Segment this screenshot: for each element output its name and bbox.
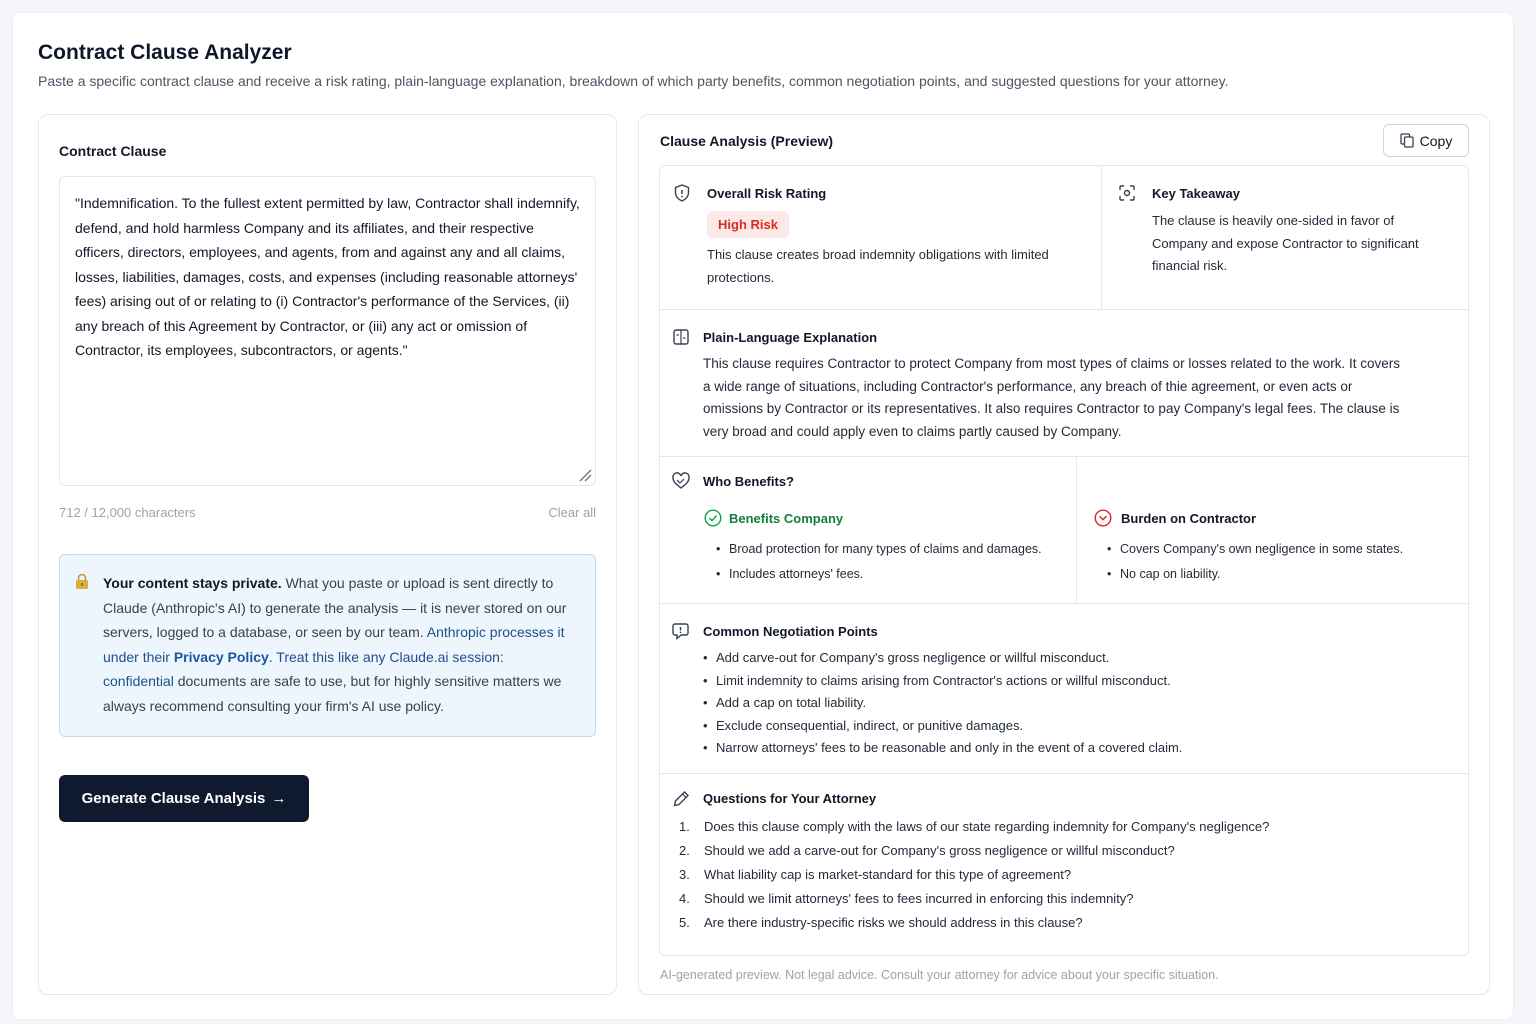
clause-label: Contract Clause <box>59 143 167 159</box>
list-item: 1. Does this clause comply with the laws of our state regarding indemnity for Company's negligence? <box>679 819 1270 834</box>
heart-handshake-icon <box>671 471 691 491</box>
list-item: 3. What liability cap is market-standard for this type of agreement? <box>679 867 1072 882</box>
document-icon <box>671 327 691 347</box>
risk-rating-title: Overall Risk Rating <box>707 186 827 201</box>
risk-description: This clause creates broad indemnity obligations with limited protections. <box>707 247 1049 285</box>
privacy-policy-link[interactable]: Privacy Policy <box>173 648 269 665</box>
generate-button-label: Generate Clause Analysis <box>81 790 266 807</box>
privacy-notice <box>59 554 596 737</box>
key-takeaway-text: The clause is heavily one-sided in favor of Company and expose Contractor to significant financial risk. <box>1152 213 1419 273</box>
benefits-company-list <box>716 537 1076 587</box>
list-item: • Limit indemnity to claims arising from Contractor's actions or willful misconduct. <box>703 670 1443 693</box>
disclaimer: AI-generated preview. Not legal advice. Consult your attorney for advice about your specific situation. <box>660 968 1219 982</box>
page-title: Contract Clause Analyzer <box>38 41 292 64</box>
burden-contractor-list <box>1107 537 1457 587</box>
risk-takeaway-section <box>660 166 1468 310</box>
list-item: • Add carve-out for Company's gross negligence or willful misconduct. <box>703 647 1443 670</box>
analysis-sections <box>659 165 1469 956</box>
privacy-text-2: Anthropic processes it under their <box>103 624 565 665</box>
plain-language-title: Plain-Language Explanation <box>703 330 878 345</box>
plain-language-text: This clause requires Contractor to protect Company from most types of claims or losses related to the work. It covers a wide range of situations, including Contractor's performance, any breach of thie agreement, or even acts or omissions by Contractor or its representatives. It also requires Contractor to pay Company's legal fees. The clause is very broad and could apply even to claims partly caused by Company. <box>703 356 1401 439</box>
generate-analysis-button[interactable] <box>59 775 309 822</box>
lock-icon <box>75 573 89 590</box>
clause-text: "Indemnification. To the fullest extent permitted by law, Contractor shall indemnify, defend, and hold harmless Company and its affiliates, and their respective officers, directors, employees, and agents, from and against any and all claims, losses, liabilities, damages, costs, and expenses (including reasonable attorneys' fees) arising out of or relating to (i) Contractor's performance of the Services, (ii) any breach of this Agreement by Contractor, or (iii) any act or omission of Contractor, its employees, subcontractors, or agents." <box>75 195 580 358</box>
burden-contractor-title: Burden on Contractor <box>1121 511 1257 526</box>
character-count: 712 / 12,000 characters <box>59 505 196 520</box>
list-item: 4. Should we limit attorneys' fees to fees incurred in enforcing this indemnity? <box>679 891 1134 906</box>
privacy-text-4: confidential <box>103 673 174 689</box>
list-item: • Includes attorneys' fees. <box>716 562 1076 587</box>
analysis-title: Clause Analysis (Preview) <box>660 133 834 149</box>
list-item: • Add a cap on total liability. <box>703 692 1443 715</box>
clause-textarea[interactable] <box>59 176 596 486</box>
key-takeaway-title: Key Takeaway <box>1152 186 1240 201</box>
privacy-text-1: What you paste or upload is sent directly to Claude (Anthropic's AI) to generate the analysis — it is never stored on our servers, logged to a database, or seen by our team. <box>103 575 567 640</box>
shield-icon <box>672 183 692 203</box>
list-item: • Narrow attorneys' fees to be reasonable and only in the event of a covered claim. <box>703 737 1443 760</box>
questions-title: Questions for Your Attorney <box>703 791 877 806</box>
arrow-right-icon: → <box>271 790 287 807</box>
column-divider <box>1101 166 1102 309</box>
privacy-heading: Your content stays private. <box>103 575 282 591</box>
copy-button[interactable] <box>1383 124 1469 157</box>
negotiation-list <box>703 647 1443 760</box>
negotiation-title: Common Negotiation Points <box>703 624 878 639</box>
benefits-company-title: Benefits Company <box>729 511 844 526</box>
clear-all-button[interactable]: Clear all <box>548 505 596 520</box>
chat-bubble-icon <box>671 621 691 641</box>
questions-section <box>660 774 1468 955</box>
privacy-text-5: documents are safe to use, but for highly sensitive matters we always recommend consulting your firm's AI use policy. <box>103 673 562 714</box>
check-circle-icon <box>704 509 722 527</box>
who-benefits-section <box>660 457 1468 604</box>
pen-icon <box>671 789 691 809</box>
list-item: • No cap on liability. <box>1107 562 1457 587</box>
page <box>12 12 1514 1020</box>
plain-language-section <box>660 310 1468 457</box>
focus-icon <box>1117 183 1137 203</box>
who-benefits-title: Who Benefits? <box>703 474 794 489</box>
negotiation-section <box>660 604 1468 774</box>
list-item: 5. Are there industry-specific risks we should address in this clause? <box>679 915 1083 930</box>
risk-badge: High Risk <box>707 211 789 238</box>
list-item: • Exclude consequential, indirect, or punitive damages. <box>703 715 1443 738</box>
clause-input-card <box>38 114 617 995</box>
list-item: • Broad protection for many types of claims and damages. <box>716 537 1076 562</box>
questions-list <box>679 815 1449 935</box>
analysis-card <box>638 114 1490 995</box>
page-subtitle: Paste a specific contract clause and receive a risk rating, plain-language explanation, breakdown of which party benefits, common negotiation points, and suggested questions for your attorney. <box>38 73 1229 89</box>
copy-icon <box>1400 133 1414 148</box>
x-circle-icon <box>1094 509 1112 527</box>
privacy-text-3: . Treat this like any Claude.ai session: <box>268 648 504 665</box>
resize-handle-icon[interactable] <box>578 468 592 482</box>
list-item: • Covers Company's own negligence in some states. <box>1107 537 1457 562</box>
list-item: 2. Should we add a carve-out for Company's gross negligence or willful misconduct? <box>679 843 1175 858</box>
copy-label: Copy <box>1419 132 1453 149</box>
column-divider <box>1076 457 1077 603</box>
